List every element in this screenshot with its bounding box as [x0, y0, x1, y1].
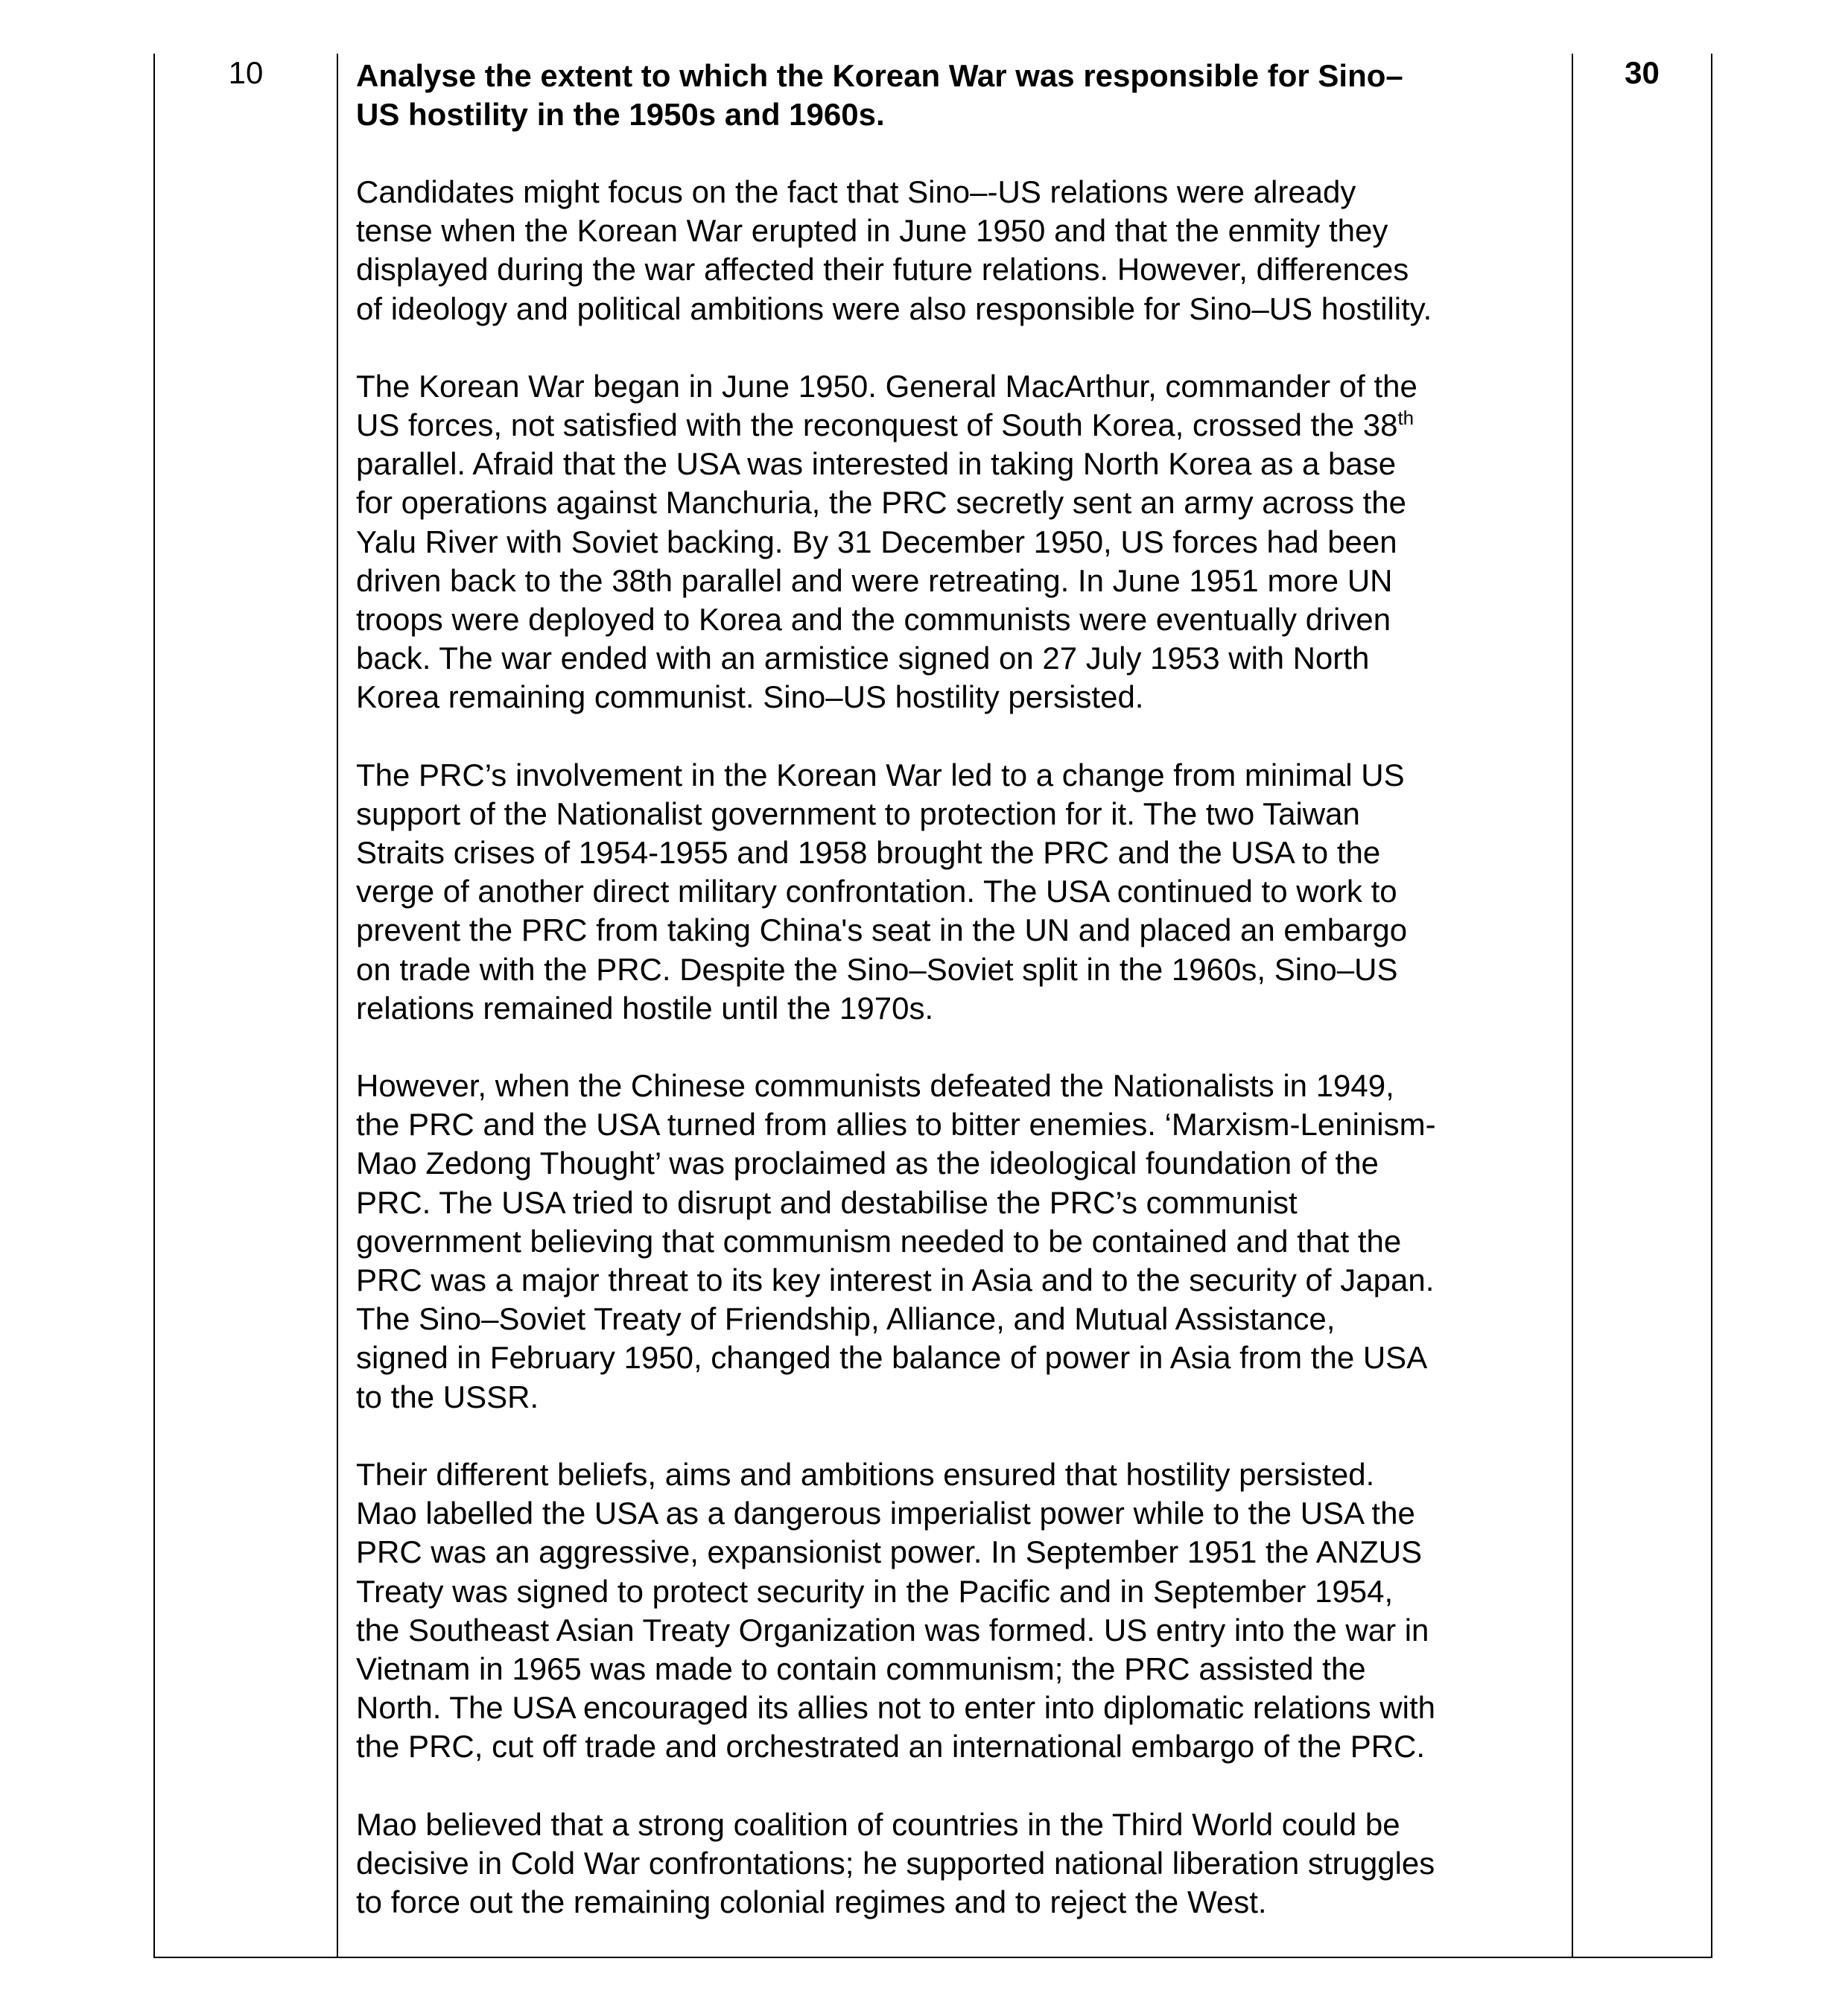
paragraph-line: The Korean War began in June 1950. General MacArthur, commander of the [356, 368, 1417, 404]
paragraph-line: However, when the Chinese communists defeated the Nationalists in 1949, [356, 1068, 1394, 1104]
paragraph-line: Candidates might focus on the fact that Sino–-US relations were already [356, 174, 1356, 209]
paragraph-line: Korea remaining communist. Sino–US hostility persisted. [356, 679, 1144, 715]
paragraph-prc-involvement [356, 756, 1557, 1028]
paragraph-line: Their different beliefs, aims and ambitions ensured that hostility persisted. [356, 1456, 1375, 1492]
paragraph-line: displayed during the war affected their future relations. However, differences [356, 252, 1409, 288]
marks-value: 30 [1572, 54, 1712, 1957]
paragraph-line: the PRC and the USA turned from allies to bitter enemies. ‘Marxism-Leninism- [356, 1107, 1436, 1143]
paragraph-line: prevent the PRC from taking China's seat in the UN and placed an embargo [356, 912, 1408, 948]
answer-cell [337, 54, 1572, 1957]
superscript-th: th [1397, 407, 1414, 430]
question-text-line: US hostility in the 1950s and 1960s. [356, 97, 885, 132]
paragraph-line: Mao Zedong Thought’ was proclaimed as the ideological foundation of the [356, 1146, 1379, 1181]
paragraph-line: Vietnam in 1965 was made to contain communism; the PRC assisted the [356, 1651, 1366, 1686]
paragraph-line: government believing that communism needed to be contained and that the [356, 1223, 1402, 1259]
paragraph-line: support of the Nationalist government to protection for it. The two Taiwan [356, 795, 1360, 831]
paragraph-line: on trade with the PRC. Despite the Sino–Soviet split in the 1960s, Sino–US [356, 951, 1398, 987]
paragraph-line: The Sino–Soviet Treaty of Friendship, Alliance, and Mutual Assistance, [356, 1301, 1336, 1337]
paragraph-beliefs [356, 1455, 1557, 1767]
paragraph-line: tense when the Korean War erupted in June 1950 and that the enmity they [356, 213, 1388, 249]
paragraph-line: back. The war ended with an armistice signed on 27 July 1953 with North [356, 641, 1370, 676]
paragraph-ideology [356, 1067, 1557, 1417]
paragraph-line: PRC was a major threat to its key interest in Asia and to the security of Japan. [356, 1262, 1435, 1298]
paragraph-line: for operations against Manchuria, the PRC secretly sent an army across the [356, 485, 1406, 521]
paragraph-line: Mao believed that a strong coalition of countries in the Third World could be [356, 1806, 1400, 1842]
paragraph-line: the Southeast Asian Treaty Organization was formed. US entry into the war in [356, 1612, 1429, 1648]
question-number: 10 [154, 54, 337, 1957]
paragraph-korean-war [356, 367, 1557, 717]
mark-scheme-table [153, 54, 1712, 1958]
paragraph-line: signed in February 1950, changed the balance of power in Asia from the USA [356, 1340, 1428, 1376]
paragraph-line [356, 406, 1557, 445]
question-row [154, 54, 1712, 1957]
paragraph-line: relations remained hostile until the 1970s. [356, 990, 934, 1026]
paragraph-line: troops were deployed to Korea and the communists were eventually driven [356, 602, 1391, 638]
paragraph-line: PRC was an aggressive, expansionist power. In September 1951 the ANZUS [356, 1534, 1423, 1570]
paragraph-line: driven back to the 38th parallel and were retreating. In June 1951 more UN [356, 562, 1393, 598]
paragraph-intro [356, 173, 1557, 328]
question-text [356, 57, 1557, 134]
paragraph-line: the PRC, cut off trade and orchestrated an international embargo of the PRC. [356, 1729, 1426, 1764]
paragraph-line: Yalu River with Soviet backing. By 31 December 1950, US forces had been [356, 524, 1397, 559]
paragraph-line: decisive in Cold War confrontations; he supported national liberation struggles [356, 1845, 1435, 1881]
paragraph-line: Treaty was signed to protect security in the Pacific and in September 1954, [356, 1573, 1394, 1609]
paragraph-line: Mao labelled the USA as a dangerous imperialist power while to the USA the [356, 1496, 1415, 1531]
paragraph-line: Straits crises of 1954-1955 and 1958 brought the PRC and the USA to the [356, 835, 1381, 871]
paragraph-line-text: US forces, not satisfied with the reconquest of South Korea, crossed the 38 [356, 407, 1398, 443]
paragraph-line: to force out the remaining colonial regimes and to reject the West. [356, 1884, 1267, 1919]
paragraph-line: to the USSR. [356, 1379, 539, 1414]
paragraph-line: of ideology and political ambitions were also responsible for Sino–US hostility. [356, 290, 1432, 326]
paragraph-line: verge of another direct military confrontation. The USA continued to work to [356, 874, 1397, 909]
paragraph-line: parallel. Afraid that the USA was interested in taking North Korea as a base [356, 446, 1397, 482]
paragraph-line: North. The USA encouraged its allies not to enter into diplomatic relations with [356, 1690, 1435, 1726]
paragraph-line: The PRC’s involvement in the Korean War led to a change from minimal US [356, 757, 1405, 792]
paragraph-third-world [356, 1805, 1557, 1922]
question-text-line: Analyse the extent to which the Korean War was responsible for Sino– [356, 58, 1403, 93]
paragraph-line: PRC. The USA tried to disrupt and destabilise the PRC’s communist [356, 1184, 1298, 1220]
